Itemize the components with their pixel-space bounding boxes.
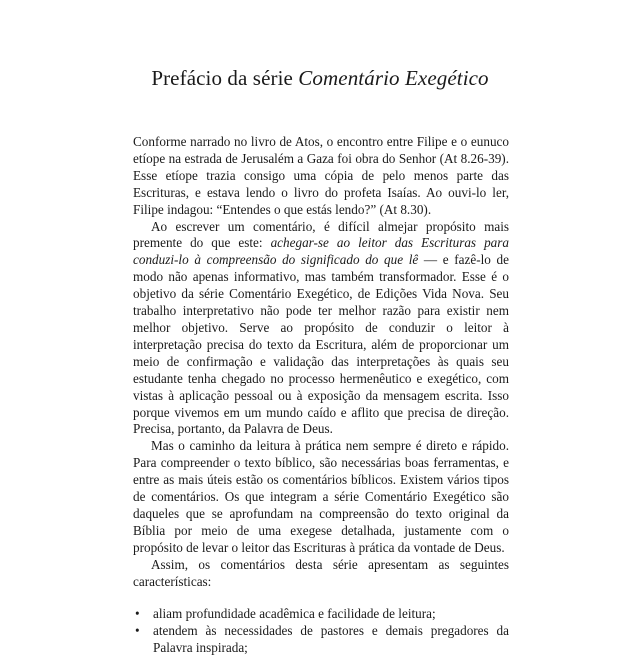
- body-text: [133, 134, 509, 657]
- page-title: [0, 66, 640, 91]
- title-italic: Comentário Exegético: [298, 66, 489, 90]
- paragraph-2-start: Ao escrever um comentário, é difícil almejar propósito mais premente do que este:: [133, 218, 509, 251]
- paragraph-4: Assim, os comentários desta série apresentam as seguintes características:: [133, 556, 509, 589]
- paragraph-2-emphasis: achegar-se ao leitor das Escrituras para conduzi-lo à compreensão do significado do que lê: [133, 235, 509, 268]
- paragraph-3: Mas o caminho da leitura à prática nem sempre é direto e rápido. Para compreender o texto bíblico, são necessárias boas ferramentas, e entre as mais úteis estão os comentários bíblicos. Existem vários tipos de comentários. Os que integram a série Comentário Exegético são daqueles que se aprofundam na compreensão do texto original da Bíblia por meio de uma exegese detalhada, justamente com o propósito de levar o leitor das Escrituras à prática da vontade de Deus.: [133, 438, 509, 555]
- bullet-icon: •: [135, 623, 140, 639]
- list-item-text: aliam profundidade acadêmica e facilidade de leitura;: [153, 606, 436, 622]
- paragraph-1: Conforme narrado no livro de Atos, o encontro entre Filipe e o eunuco etíope na estrada de Jerusalém a Gaza foi obra do Senhor (At 8.26-39). Esse etíope trazia consigo uma cópia de pelo menos parte das Escrituras, e estava lendo o livro do profeta Isaías. Ao ouvi-lo ler, Filipe indagou: “Entendes o que estás lendo?” (At 8.30).: [133, 134, 509, 217]
- bullet-icon: •: [135, 606, 140, 622]
- list-item: [133, 606, 509, 623]
- list-item-text: atendem às necessidades de pastores e demais pregadores da Palavra inspirada;: [153, 623, 509, 656]
- paragraph-2: [133, 219, 509, 439]
- paragraph-2-rest: — e fazê-lo de modo não apenas informativo, mas também transformador. Esse é o objetivo da série Comentário Exegético, de Edições Vida Nova. Seu trabalho interpretativo não pode ter melhor razão para existir nem melhor objetivo. Serve ao propósito de conduzir o leitor à interpretação precisa do texto da Escritura, além de proporcionar um meio de confirmação e validação das interpretações às quais seu estudante tenha chegado no processo hermenêutico e exegético, com vistas à aplicação pessoal ou à exposição da mensagem escrita. Isso porque vivemos em um mundo caído e aflito que precisa de direção. Precisa, portanto, da Palavra de Deus.: [133, 252, 509, 437]
- features-list: [133, 606, 509, 657]
- list-item: [133, 623, 509, 657]
- title-plain: Prefácio da série: [151, 66, 299, 90]
